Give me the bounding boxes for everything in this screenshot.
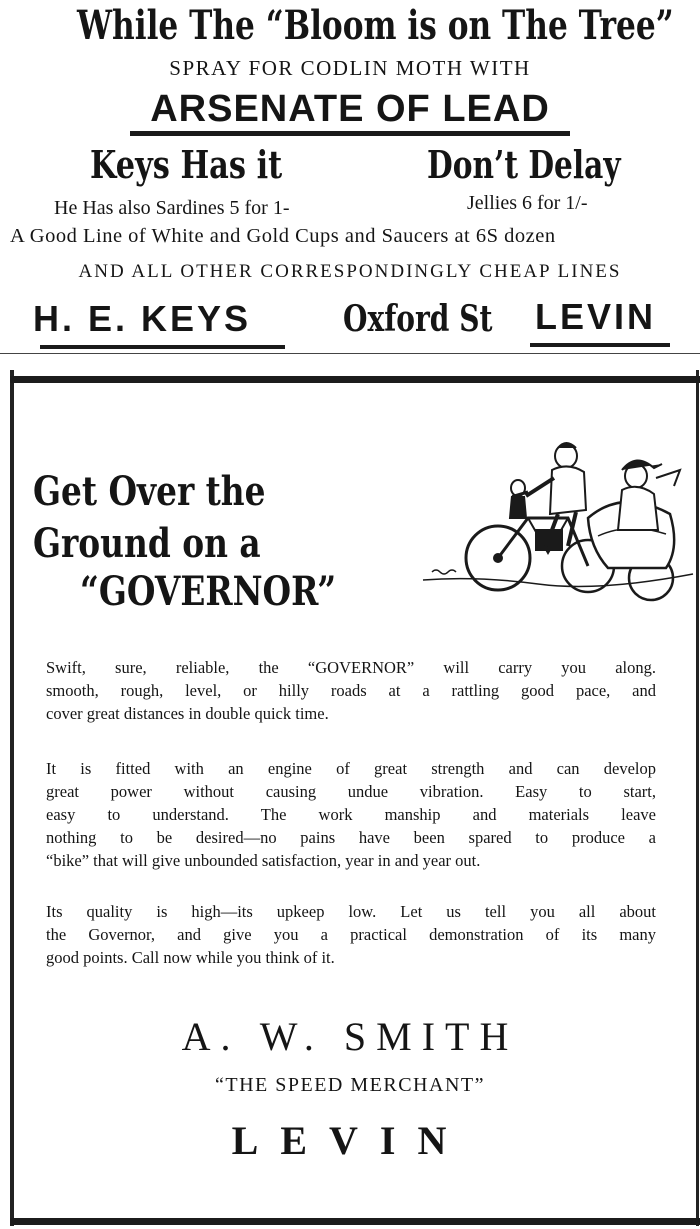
paragraph-3-line-3: good points. Call now while you think of it. [46, 948, 335, 967]
governor-bottom-border [10, 1218, 700, 1225]
governor-top-border [10, 376, 700, 383]
ad-separator [0, 353, 700, 354]
keys-ad-town: LEVIN [535, 296, 657, 337]
keys-ad-merchant-name: H. E. KEYS [33, 298, 252, 339]
keys-ad-offer-sardines: He Has also Sardines 5 for 1- [54, 197, 290, 219]
paragraph-2-line-3: easy to understand. The work manship and materials leave [46, 805, 656, 824]
keys-ad-slogan-right: Don’t Delay [427, 142, 621, 187]
keys-ad-slogan-left: Keys Has it [90, 142, 283, 187]
keys-ad-headline: While The “Bloom is on The Tree” [77, 2, 674, 49]
paragraph-1-line-1: Swift, sure, reliable, the “GOVERNOR” will carry you along. [46, 658, 656, 677]
merchant-underline [40, 345, 285, 349]
governor-paragraph-3 [46, 900, 656, 969]
paragraph-2-line-4: nothing to be desired—no pains have been spared to produce a [46, 828, 656, 847]
governor-heading-line2: Ground on a [33, 520, 261, 567]
paragraph-3-line-2: the Governor, and give you a practical demonstration of its many [46, 925, 656, 944]
governor-heading-line1: Get Over the [33, 468, 266, 515]
keys-ad-subheadline: SPRAY FOR CODLIN MOTH WITH [169, 56, 531, 80]
paragraph-1-line-2: smooth, rough, level, or hilly roads at a rattling good pace, and [46, 681, 656, 700]
paragraph-2-line-5: “bike” that will give unbounded satisfaction, year in and year out. [46, 851, 481, 870]
product-underline [130, 131, 570, 136]
governor-dealer-town: LEVIN [231, 1118, 469, 1163]
keys-ad-offer-cups: A Good Line of White and Gold Cups and Saucers at 6S dozen [10, 225, 556, 247]
paragraph-2-line-2: great power without causing undue vibration. Easy to start, [46, 782, 656, 801]
governor-paragraph-1 [46, 656, 656, 725]
governor-dealer-tagline: “THE SPEED MERCHANT” [215, 1074, 485, 1096]
paragraph-3-line-1: Its quality is high—its upkeep low. Let us tell you all about [46, 902, 656, 921]
governor-dealer-name: A. W. SMITH [181, 1014, 519, 1059]
motorcycle-sidecar-illustration [418, 418, 698, 628]
town-underline [530, 343, 670, 347]
governor-paragraph-2 [46, 757, 656, 872]
keys-ad-offer-jellies: Jellies 6 for 1/- [467, 192, 588, 214]
paragraph-1-line-3: cover great distances in double quick time. [46, 704, 329, 723]
paragraph-2-line-1: It is fitted with an engine of great strength and can develop [46, 759, 656, 778]
governor-heading-line3: “GOVERNOR” [80, 568, 337, 615]
keys-ad-street: Oxford St [343, 298, 493, 340]
keys-ad-cheap-lines: AND ALL OTHER CORRESPONDINGLY CHEAP LINES [78, 261, 622, 282]
keys-ad-product: ARSENATE OF LEAD [150, 88, 550, 130]
